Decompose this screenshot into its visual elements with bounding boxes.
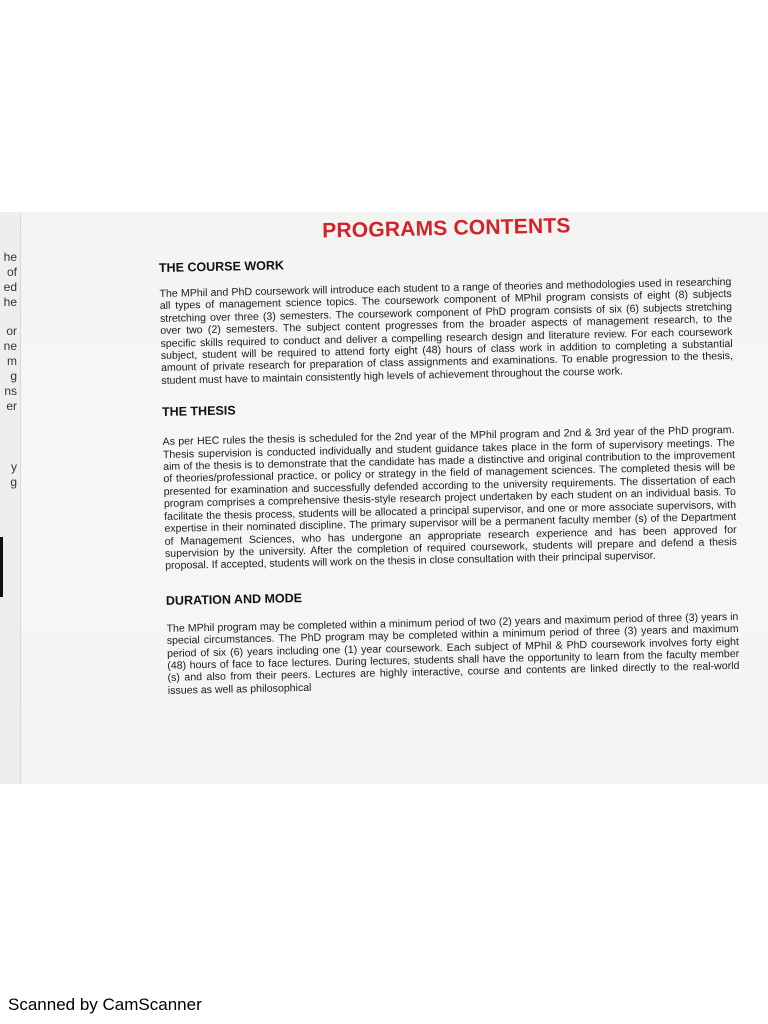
prev-page-fragment: g — [10, 369, 17, 383]
section-paragraph-duration-mode: The MPhil program may be completed within a minimum period of two (2) years and maximum period of three (3) years in special circumstances. The PhD program may be completed within a minimum period of three (3) years and maximum period of six (6) years including one (1) year coursework. Each subject of MPhil & PhD coursework involves forty eight (48) hours of face to face lectures. During lectures, students shall have the opportunity to learn from the faculty member (s) and also from their peers. Lectures are highly interactive, course and contents are linked directly to the real-world issues as well as philosophical — [166, 610, 740, 697]
document-page — [158, 212, 740, 697]
prev-page-fragment: or — [6, 324, 17, 338]
prev-page-fragment: he — [3, 295, 17, 309]
section-paragraph-course-work: The MPhil and PhD coursework will introduce each student to a range of theories and methodologies used in researching all types of management science topics. The coursework component of MPhil program consists of eight (8) subjects stretching over three (3) semesters. The coursework component of PhD program consists of six (6) subjects stretching over two (2) semesters. The subject content progresses from the broader aspects of management research, to the specific skills required to conduct and deliver a compelling research design and literature review. For each coursework subject, student will be required to attend forty eight (48) hours of class work in addition to completing a substantial amount of private research for preparation of class assignments and examinations. To enable progression to the thesis, student must have to maintain consistently high levels of achievement throughout the course work. — [159, 276, 734, 387]
prev-page-fragment: ed — [3, 280, 17, 294]
scanner-watermark: Scanned by CamScanner — [8, 995, 202, 1014]
prev-page-fragment: y — [11, 460, 17, 474]
prev-page-fragment: he — [3, 250, 17, 264]
prev-page-fragment: ne — [3, 339, 17, 353]
prev-page-fragment: ns — [4, 384, 17, 398]
page-title: PROGRAMS CONTENTS — [321, 214, 571, 243]
prev-page-fragment: of — [6, 265, 17, 279]
section-heading-thesis: THE THESIS — [161, 403, 236, 420]
prev-page-fragment: g — [10, 475, 17, 489]
previous-page-edge — [0, 212, 21, 784]
prev-page-fragment: er — [6, 399, 17, 413]
section-heading-course-work: THE COURSE WORK — [158, 258, 285, 275]
prev-page-fragment: m — [7, 354, 17, 368]
scanned-document-photo — [0, 212, 768, 784]
section-heading-duration-mode: DURATION AND MODE — [165, 590, 303, 608]
previous-page-dark-mark — [0, 537, 3, 597]
section-paragraph-thesis: As per HEC rules the thesis is scheduled for the 2nd year of the MPhil program and 2nd & 3rd year of the PhD program. Thesis supervision is conducted individually and student guidance takes place in the form of supervisory meetings. The aim of the thesis is to demonstrate that the candidate has made a distinctive and original contribution to the improvement of theories/professional practice, or policy or strategy in the field of management sciences. The completed thesis will be presented for examination and successfully defended according to the university requirements. The dissertation of each program comprises a comprehensive thesis-style research project undertaken by each student on an individual basis. To facilitate the thesis process, students will be allocated a principal supervisor, and one or more associate supervisors, with expertise in their nominated discipline. The primary supervisor will be a permanent faculty member (s) of the Department of Management Sciences, who has undergone an appropriate research experience and has been approved for supervision by the university. After the completion of required coursework, students will prepare and defend a thesis proposal. If accepted, students will work on the thesis in close consultation with their principal supervisor. — [162, 424, 737, 573]
